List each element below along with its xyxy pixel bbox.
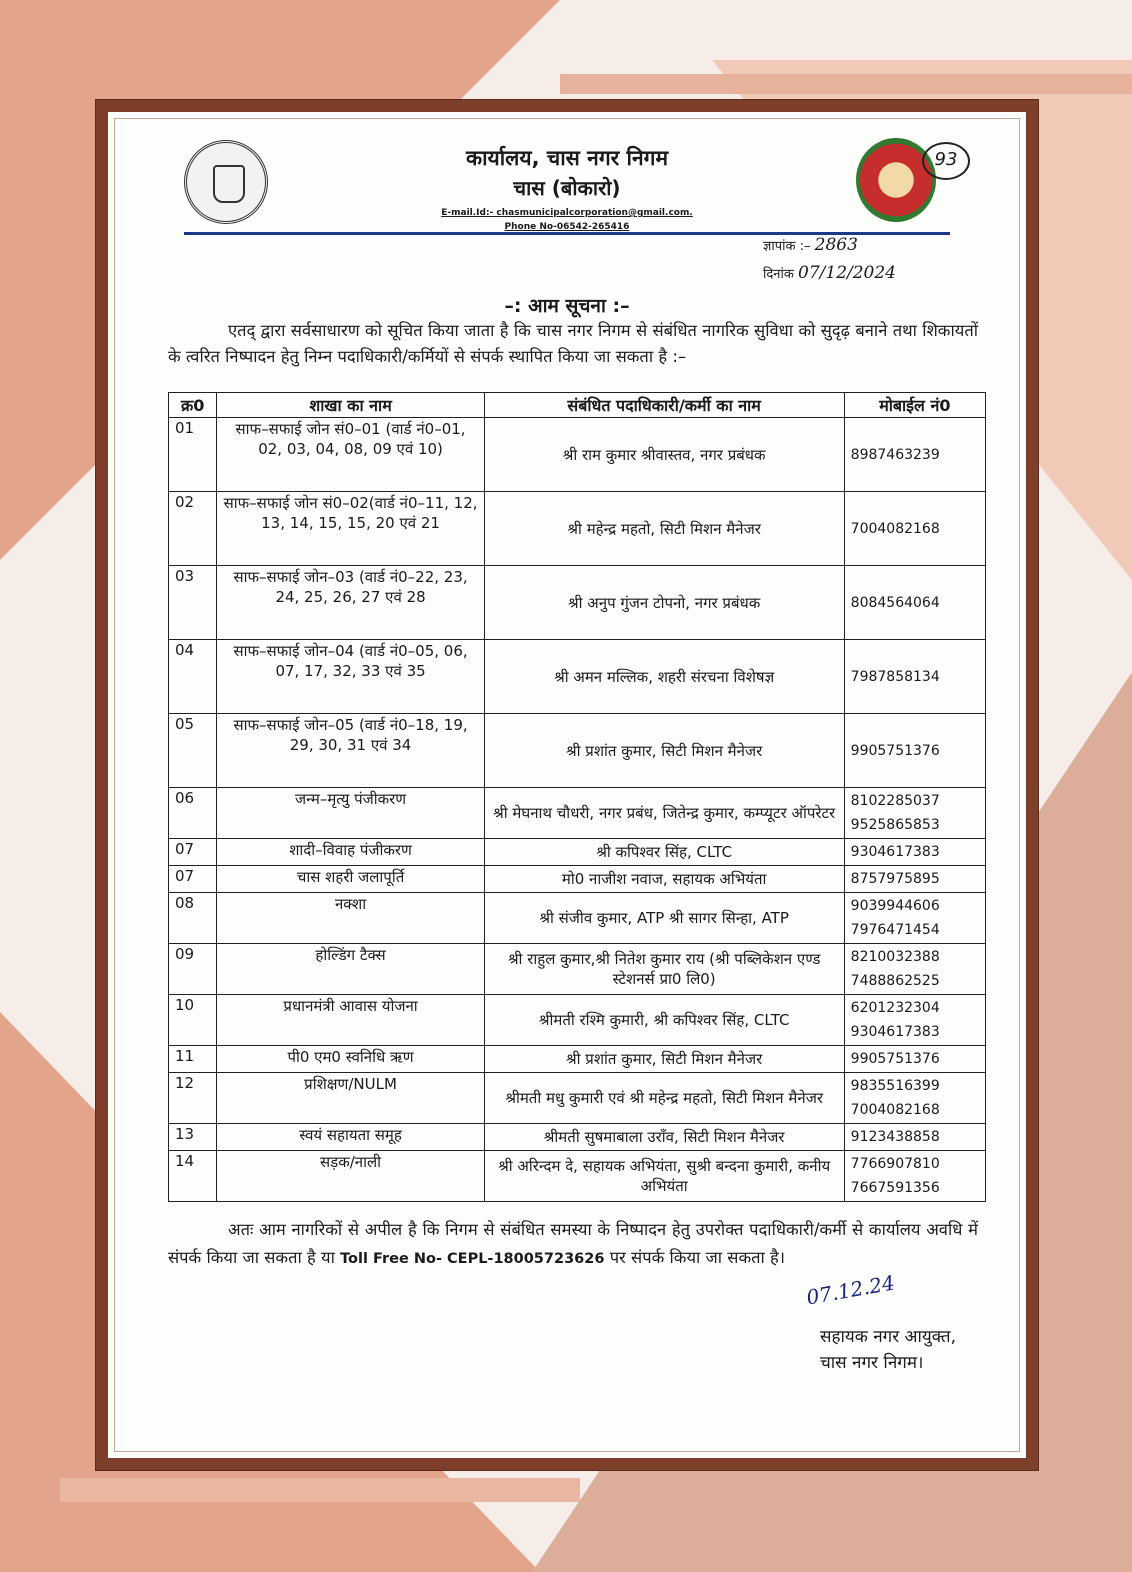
row-branch: चास शहरी जलापूर्ति — [217, 866, 484, 893]
row-officer: श्री संजीव कुमार, ATP श्री सागर सिन्हा, ATP — [484, 893, 844, 944]
office-phone: Phone No-06542-265416 — [504, 222, 630, 232]
signatory-designation — [820, 1324, 956, 1376]
table-row — [169, 839, 986, 866]
designation-line-2: चास नगर निगम। — [819, 1353, 924, 1373]
row-officer: श्री अनुप गुंजन टोपनो, नगर प्रबंधक — [484, 566, 844, 640]
row-officer: श्री अमन मल्लिक, शहरी संरचना विशेषज्ञ — [484, 640, 844, 714]
row-serial: 11 — [169, 1046, 217, 1073]
row-mobile — [844, 1124, 985, 1151]
office-email: E-mail.Id:- chasmunicipalcorporation@gmail.com. — [441, 208, 693, 218]
table-row — [169, 1073, 986, 1124]
mobile-number: 9304617383 — [850, 1024, 940, 1040]
table-row — [169, 866, 986, 893]
toll-free-number: Toll Free No- CEPL-18005723626 — [340, 1251, 605, 1267]
reference-block — [763, 232, 896, 288]
corporation-emblem-logo — [856, 138, 936, 222]
row-branch: जन्म–मृत्यु पंजीकरण — [217, 788, 484, 839]
table-row — [169, 418, 986, 492]
row-mobile — [844, 492, 985, 566]
row-serial: 12 — [169, 1073, 217, 1124]
row-serial: 06 — [169, 788, 217, 839]
row-serial: 10 — [169, 995, 217, 1046]
row-branch: साफ–सफाई जोन–05 (वार्ड नं0–18, 19, 29, 30, 31 एवं 34 — [217, 714, 484, 788]
row-branch: सड़क/नाली — [217, 1151, 484, 1202]
notice-heading: –: आम सूचना :– — [504, 295, 630, 317]
table-row — [169, 944, 986, 995]
table-row — [169, 1124, 986, 1151]
memo-number-value: 2863 — [814, 235, 858, 255]
row-serial: 07 — [169, 866, 217, 893]
row-mobile — [844, 418, 985, 492]
row-officer: श्री कपिश्वर सिंह, CLTC — [484, 839, 844, 866]
header-branch: शाखा का नाम — [217, 393, 484, 418]
row-officer: श्रीमती सुषमाबाला उराँव, सिटी मिशन मैनेजर — [484, 1124, 844, 1151]
row-mobile — [844, 866, 985, 893]
row-branch: नक्शा — [217, 893, 484, 944]
row-officer: श्रीमती रश्मि कुमारी, श्री कपिश्वर सिंह, CLTC — [484, 995, 844, 1046]
mobile-number: 8084564064 — [850, 594, 940, 611]
row-mobile — [844, 1151, 985, 1202]
table-row — [169, 640, 986, 714]
header-officer: संबंधित पदाधिकारी/कर्मी का नाम — [484, 393, 844, 418]
mobile-number: 9039944606 — [850, 898, 940, 914]
office-title: कार्यालय, चास नगर निगम — [465, 146, 669, 170]
row-officer: श्री महेन्द्र महतो, सिटी मिशन मैनेजर — [484, 492, 844, 566]
mobile-number: 7004082168 — [850, 1102, 940, 1118]
table-row — [169, 566, 986, 640]
row-serial: 14 — [169, 1151, 217, 1202]
document-frame — [96, 100, 1038, 1470]
header-mobile: मोबाईल नं0 — [844, 393, 985, 418]
contacts-table — [168, 392, 986, 1202]
header-serial: क्र0 — [169, 393, 217, 418]
table-header-row — [169, 393, 986, 418]
row-branch: शादी–विवाह पंजीकरण — [217, 839, 484, 866]
signature-date: 07.12.24 — [804, 1270, 897, 1310]
mobile-number: 8757975895 — [850, 871, 940, 887]
mobile-number: 9905751376 — [850, 742, 940, 759]
background-band — [60, 1478, 580, 1502]
closing-text: अतः आम नागरिकों से अपील है कि निगम से संबंधित समस्या के निष्पादन हेतु उपरोक्त पदाधिकारी/कर्मी से कार्यालय अवधि में संपर्क किया जा सकता है या — [168, 1220, 978, 1267]
mobile-number: 9525865853 — [850, 817, 940, 833]
row-branch: स्वयं सहायता समूह — [217, 1124, 484, 1151]
row-mobile — [844, 893, 985, 944]
designation-line-1: सहायक नगर आयुक्त, — [819, 1327, 956, 1347]
letterhead — [148, 126, 986, 236]
row-mobile — [844, 944, 985, 995]
row-serial: 02 — [169, 492, 217, 566]
row-officer: श्री अरिन्दम दे, सहायक अभियंता, सुश्री बन्दना कुमारी, कनीय अभियंता — [484, 1151, 844, 1202]
row-mobile — [844, 995, 985, 1046]
closing-paragraph — [168, 1216, 978, 1273]
table-row — [169, 714, 986, 788]
table-row — [169, 492, 986, 566]
date-value: 07/12/2024 — [798, 263, 896, 283]
row-serial: 13 — [169, 1124, 217, 1151]
table-row — [169, 1046, 986, 1073]
row-officer: श्री राहुल कुमार,श्री नितेश कुमार राय (श्री पब्लिकेशन एण्ड स्टेशनर्स प्रा0 लि0) — [484, 944, 844, 995]
row-mobile — [844, 1073, 985, 1124]
mobile-number: 8210032388 — [850, 949, 940, 965]
row-mobile — [844, 640, 985, 714]
row-branch: पी0 एम0 स्वनिधि ऋण — [217, 1046, 484, 1073]
table-row — [169, 893, 986, 944]
background-band — [560, 74, 1132, 94]
row-serial: 09 — [169, 944, 217, 995]
row-serial: 05 — [169, 714, 217, 788]
table-row — [169, 788, 986, 839]
mobile-number: 7987858134 — [850, 668, 940, 685]
row-branch: प्रशिक्षण/NULM — [217, 1073, 484, 1124]
row-mobile — [844, 566, 985, 640]
row-branch: साफ–सफाई जोन सं0–02(वार्ड नं0–11, 12, 13, 14, 15, 15, 20 एवं 21 — [217, 492, 484, 566]
row-serial: 07 — [169, 839, 217, 866]
mobile-number: 9304617383 — [850, 844, 940, 860]
row-branch: प्रधानमंत्री आवास योजना — [217, 995, 484, 1046]
row-mobile — [844, 1046, 985, 1073]
table-row — [169, 1151, 986, 1202]
row-officer: श्री राम कुमार श्रीवास्तव, नगर प्रबंधक — [484, 418, 844, 492]
row-officer: श्री मेघनाथ चौधरी, नगर प्रबंध, जितेन्द्र कुमार, कम्प्यूटर ऑपरेटर — [484, 788, 844, 839]
notice-intro: एतद् द्वारा सर्वसाधारण को सूचित किया जाता है कि चास नगर निगम से संबंधित नागरिक सुविधा को सुदृढ़ बनाने तथा शिकायतों के त्वरित निष्पादन हेतु निम्न पदाधिकारी/कर्मियों से संपर्क स्थापित किया जा सकता है :– — [168, 321, 978, 366]
row-officer: मो0 नाजीश नवाज, सहायक अभियंता — [484, 866, 844, 893]
mobile-number: 7766907810 — [850, 1156, 940, 1172]
office-location: चास (बोकारो) — [513, 176, 621, 200]
row-serial: 01 — [169, 418, 217, 492]
mobile-number: 9123438858 — [850, 1129, 940, 1145]
mobile-number: 7667591356 — [850, 1180, 940, 1196]
date-label: दिनांक — [763, 267, 794, 282]
row-officer: श्री प्रशांत कुमार, सिटी मिशन मैनेजर — [484, 1046, 844, 1073]
signature — [766, 1272, 956, 1322]
row-mobile — [844, 714, 985, 788]
mobile-number: 7004082168 — [850, 520, 940, 537]
mobile-number: 6201232304 — [850, 1000, 940, 1016]
row-branch: होल्डिंग टैक्स — [217, 944, 484, 995]
row-branch: साफ–सफाई जोन–04 (वार्ड नं0–05, 06, 07, 17, 32, 33 एवं 35 — [217, 640, 484, 714]
row-officer: श्री प्रशांत कुमार, सिटी मिशन मैनेजर — [484, 714, 844, 788]
mobile-number: 7488862525 — [850, 973, 940, 989]
handwritten-circled-number: 93 — [922, 142, 970, 180]
table-row — [169, 995, 986, 1046]
mobile-number: 9835516399 — [850, 1078, 940, 1094]
row-officer: श्रीमती मधु कुमारी एवं श्री महेन्द्र महतो, सिटी मिशन मैनेजर — [484, 1073, 844, 1124]
mobile-number: 9905751376 — [850, 1051, 940, 1067]
row-branch: साफ–सफाई जोन सं0–01 (वार्ड नं0–01, 02, 03, 04, 08, 09 एवं 10) — [217, 418, 484, 492]
row-serial: 04 — [169, 640, 217, 714]
closing-text-end: पर संपर्क किया जा सकता है। — [609, 1248, 786, 1267]
mobile-number: 8102285037 — [850, 793, 940, 809]
mobile-number: 8987463239 — [850, 446, 940, 463]
row-mobile — [844, 839, 985, 866]
row-mobile — [844, 788, 985, 839]
memo-number-label: ज्ञापांक :– — [763, 239, 811, 254]
row-serial: 03 — [169, 566, 217, 640]
row-branch: साफ–सफाई जोन–03 (वार्ड नं0–22, 23, 24, 25, 26, 27 एवं 28 — [217, 566, 484, 640]
mobile-number: 7976471454 — [850, 922, 940, 938]
table-body — [169, 418, 986, 1202]
row-serial: 08 — [169, 893, 217, 944]
